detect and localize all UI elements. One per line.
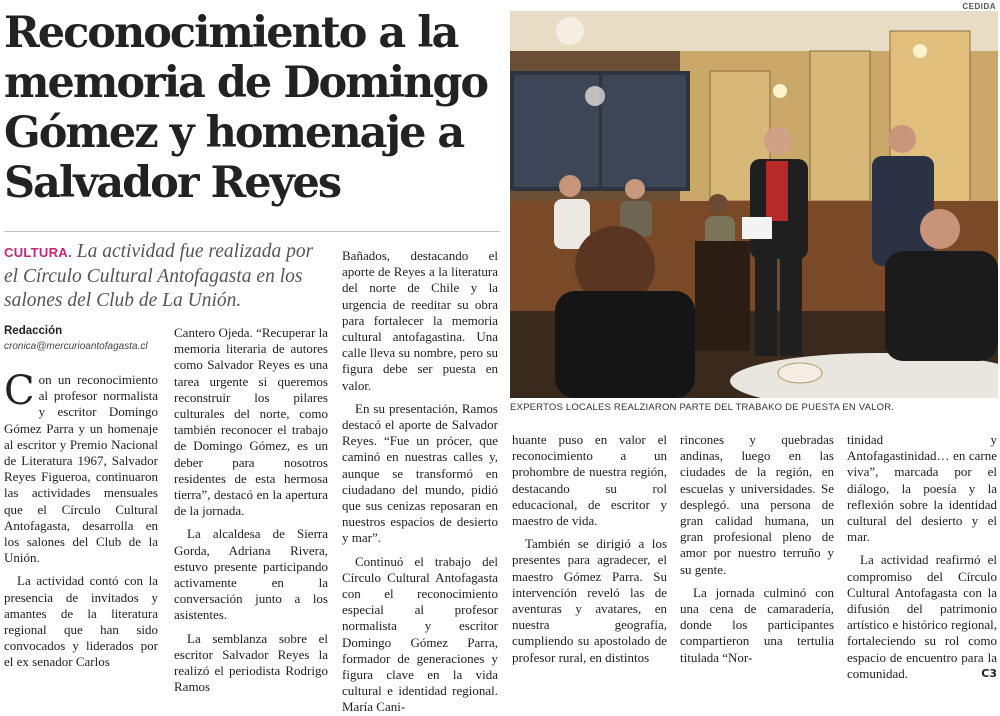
headline-line: Gómez y homenaje a [4, 108, 464, 158]
byline [4, 324, 164, 354]
paragraph-text: on un reconocimiento al profesor normalista y escritor Domingo Gómez Parra y un homenaje al escritor y Premio Nacional de Literatura 1967, Salvador Reyes Figueroa, continuaron las actividades mensuales que el Círculo Cultural Antofagasta, desarrolla en los salones del Club de la Unión. [4, 372, 158, 566]
lead-paragraph [4, 240, 326, 313]
headline-line: Reconocimiento a la [4, 8, 458, 58]
body-paragraph: La semblanza sobre el escritor Salvador Reyes la realizó el periodista Rodrigo Ramos [174, 630, 328, 695]
event-photo [510, 11, 998, 398]
photo-caption: EXPERTOS LOCALES REALZIARON PARTE DEL TRABAKO DE PUESTA EN VALOR. [510, 402, 895, 413]
body-paragraph: Cantero Ojeda. “Recuperar la memoria literaria de autores como Salvador Reyes es una tarea urgente si queremos reconstruir los pilares culturales del norte, como también reconocer el trabajo de Domingo Gómez, es un deber para nosotros residentes de esta hermosa tierra”, destacó en la apertura de la jornada. [174, 325, 328, 519]
body-paragraph: rincones y quebradas andinas, luego en las ciudades de la región, en escuelas y universidades. Se desplegó. una persona de gran calidad humana, un gran profesional pleno de amor por nuestro terruño y su gente. [680, 432, 834, 577]
drop-cap: C [4, 368, 35, 414]
headline-line: Salvador Reyes [4, 158, 341, 208]
text-column-6 [847, 432, 997, 682]
body-paragraph: En su presentación, Ramos destacó el aporte de Salvador Reyes. “Fue un prócer, que caminó en nuestras calles y, aunque se transformó en ciudadano del mundo, pidió que sus cenizas reposaran en nuestros espacios de desierto y mar”. [342, 400, 498, 546]
photo-credit: CEDIDA [962, 2, 996, 11]
author-email: cronica@mercurioantofagasta.cl [4, 341, 148, 352]
body-paragraph: También se dirigió a los presentes para agradecer, el maestro Gómez Parra. Su intervención reveló las de aventuras y avatares, en nuestra geografía, cumpliendo su apostolado de profesor rural, en distintos [512, 536, 667, 665]
body-paragraph [847, 552, 997, 682]
headline-line: memoria de Domingo [4, 58, 488, 108]
body-paragraph: Bañados, destacando el aporte de Reyes a la literatura del norte de Chile y la urgencia de reeditar su obra para fortalecer la memoria cultural antofagastina. Una calle lleva su nombre, pero su figura debe ser puesta en valor. [342, 248, 498, 393]
body-paragraph: tinidad y Antofagastinidad… en carne viva”, marcada por el diálogo, la poesía y la reflexión sobre la identidad cultural del desierto y el mar. [847, 432, 997, 545]
headline-divider [4, 231, 500, 232]
body-paragraph: huante puso en valor el reconocimiento a un prohombre de nuestra región, destacando su rol educacional, de escritor y maestro de vida. [512, 432, 667, 529]
body-paragraph: La actividad contó con la presencia de invitados y amantes de la literatura regional que han sido convocados y liderados por el ex senador Carlos [4, 573, 158, 670]
text-column-4 [512, 432, 667, 666]
body-paragraph: La alcaldesa de Sierra Gorda, Adriana Rivera, estuvo presente participando activamente en la conversación junto a los asistentes. [174, 526, 328, 623]
section-tag: CULTURA. [4, 245, 72, 260]
lead-text: La actividad fue realizada por el Círculo Cultural Antofagasta en los salones del Club de La Unión. [4, 241, 314, 311]
end-mark: C3 [981, 666, 997, 680]
event-photo-illustration [510, 11, 998, 398]
headline [4, 8, 499, 208]
text-column-5 [680, 432, 834, 666]
text-column-2 [174, 325, 328, 695]
body-paragraph: Continuó el trabajo del Círculo Cultural Antofagasta con el reconocimiento especial al profesor normalista y escritor Domingo Gómez Parra, formador de generaciones y figura clave en la vida cultural e identidad regional. María Cani- [342, 553, 498, 715]
paragraph-text: La actividad reafirmó el compromiso del Círculo Cultural Antofagasta con la difusión del patrimonio artístico e histórico regional, fortaleciendo su rol como espacio de encuentro para la comunidad. [847, 552, 997, 681]
author-name: Redacción [4, 325, 63, 337]
body-paragraph [4, 368, 158, 566]
text-column-3 [342, 248, 498, 716]
text-column-1 [4, 368, 158, 671]
body-paragraph: La jornada culminó con una cena de camaradería, donde los participantes compartieron una tertulia titulada “Nor- [680, 584, 834, 665]
